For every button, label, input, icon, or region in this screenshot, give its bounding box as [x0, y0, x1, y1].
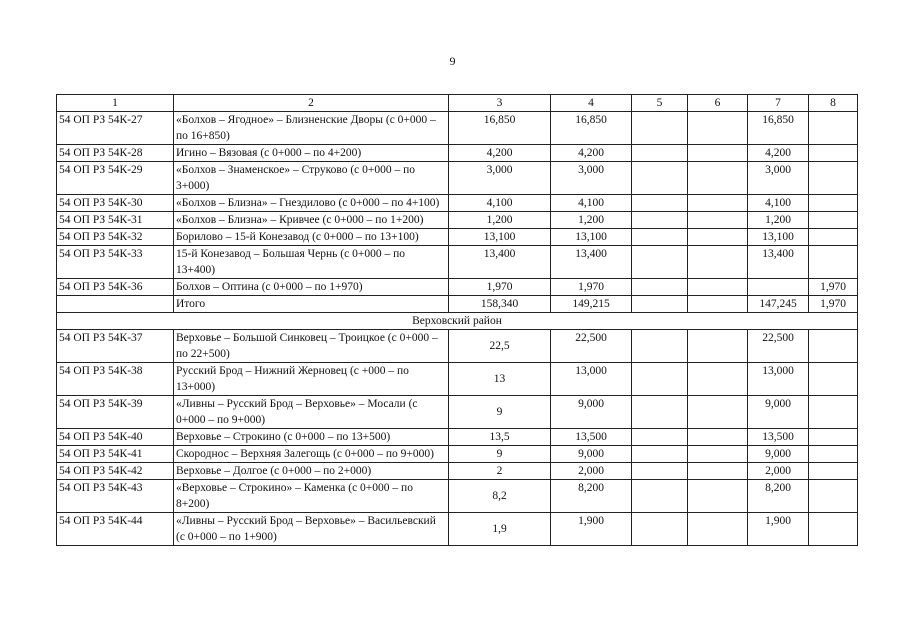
road-name: Борилово – 15-й Конезавод (с 0+000 – по 13+100)	[174, 229, 449, 246]
road-name: Русский Брод – Нижний Жерновец (с +000 – по 13+000)	[174, 363, 449, 396]
header-cell: 5	[632, 95, 688, 112]
road-name: «Болхов – Знаменское» – Струково (с 0+000 – по 3+000)	[174, 162, 449, 195]
col4-value: 2,000	[551, 463, 632, 480]
table-row	[57, 463, 858, 480]
road-name: Верховье – Строкино (с 0+000 – по 13+500)	[174, 429, 449, 446]
col6-value	[688, 480, 748, 513]
col5-value	[632, 145, 688, 162]
col4-value: 22,500	[551, 330, 632, 363]
col6-value	[688, 513, 748, 546]
col8-value: 1,970	[809, 296, 858, 313]
table-row	[57, 279, 858, 296]
road-code: 54 ОП РЗ 54К-33	[57, 246, 174, 279]
table-row	[57, 195, 858, 212]
header-cell: 3	[449, 95, 551, 112]
col4-value: 1,200	[551, 212, 632, 229]
col7-value: 9,000	[748, 446, 809, 463]
col5-value	[632, 513, 688, 546]
col5-value	[632, 363, 688, 396]
col6-value	[688, 429, 748, 446]
col4-value: 3,000	[551, 162, 632, 195]
road-name: Скороднос – Верхняя Залегощь (с 0+000 – по 9+000)	[174, 446, 449, 463]
col4-value: 9,000	[551, 446, 632, 463]
road-code: 54 ОП РЗ 54К-38	[57, 363, 174, 396]
table-row	[57, 363, 858, 396]
col5-value	[632, 229, 688, 246]
col3-value: 4,100	[449, 195, 551, 212]
col7-value: 9,000	[748, 396, 809, 429]
header-row	[57, 95, 858, 112]
col5-value	[632, 212, 688, 229]
col7-value: 3,000	[748, 162, 809, 195]
road-code: 54 ОП РЗ 54К-27	[57, 112, 174, 145]
table-row	[57, 446, 858, 463]
col5-value	[632, 296, 688, 313]
col7-value: 13,000	[748, 363, 809, 396]
col6-value	[688, 296, 748, 313]
road-name: Болхов – Оптина (с 0+000 – по 1+970)	[174, 279, 449, 296]
col3-value: 3,000	[449, 162, 551, 195]
table-row	[57, 145, 858, 162]
road-name: Игино – Вязовая (с 0+000 – по 4+200)	[174, 145, 449, 162]
col6-value	[688, 145, 748, 162]
total-row	[57, 296, 858, 313]
col5-value	[632, 480, 688, 513]
col3-value: 4,200	[449, 145, 551, 162]
col5-value	[632, 446, 688, 463]
page-number: 9	[449, 54, 456, 68]
col7-value: 147,245	[748, 296, 809, 313]
road-name: «Верховье – Строкино» – Каменка (с 0+000 – по 8+200)	[174, 480, 449, 513]
col6-value	[688, 212, 748, 229]
roads-table	[56, 94, 858, 546]
col4-value: 8,200	[551, 480, 632, 513]
table-row	[57, 112, 858, 145]
region-title: Верховский район	[57, 313, 858, 330]
col3-value: 9	[449, 396, 551, 429]
col4-value: 4,200	[551, 145, 632, 162]
col8-value	[809, 330, 858, 363]
col8-value	[809, 429, 858, 446]
table-row	[57, 246, 858, 279]
col3-value: 13	[449, 363, 551, 396]
col7-value: 13,500	[748, 429, 809, 446]
col6-value	[688, 246, 748, 279]
road-name: Верховье – Большой Синковец – Троицкое (с 0+000 – по 22+500)	[174, 330, 449, 363]
col5-value	[632, 396, 688, 429]
col6-value	[688, 330, 748, 363]
col7-value: 22,500	[748, 330, 809, 363]
col5-value	[632, 429, 688, 446]
road-code: 54 ОП РЗ 54К-36	[57, 279, 174, 296]
road-name: Верховье – Долгое (с 0+000 – по 2+000)	[174, 463, 449, 480]
col7-value: 2,000	[748, 463, 809, 480]
table-body	[57, 95, 858, 546]
col5-value	[632, 463, 688, 480]
col6-value	[688, 279, 748, 296]
table-row	[57, 396, 858, 429]
road-name: «Болхов – Близна» – Кривчее (с 0+000 – по 1+200)	[174, 212, 449, 229]
road-code: 54 ОП РЗ 54К-44	[57, 513, 174, 546]
col5-value	[632, 279, 688, 296]
col7-value: 13,100	[748, 229, 809, 246]
header-cell: 2	[174, 95, 449, 112]
col8-value	[809, 145, 858, 162]
col8-value	[809, 363, 858, 396]
road-name: Итого	[174, 296, 449, 313]
col5-value	[632, 112, 688, 145]
col6-value	[688, 229, 748, 246]
road-name: «Ливны – Русский Брод – Верховье» – Васильевский (с 0+000 – по 1+900)	[174, 513, 449, 546]
col7-value: 4,200	[748, 145, 809, 162]
col3-value: 1,970	[449, 279, 551, 296]
col7-value: 16,850	[748, 112, 809, 145]
road-name: «Болхов – Близна» – Гнездилово (с 0+000 – по 4+100)	[174, 195, 449, 212]
col7-value	[748, 279, 809, 296]
col4-value: 13,500	[551, 429, 632, 446]
col4-value: 16,850	[551, 112, 632, 145]
header-cell: 8	[809, 95, 858, 112]
road-code: 54 ОП РЗ 54К-43	[57, 480, 174, 513]
table-row	[57, 229, 858, 246]
col3-value: 1,200	[449, 212, 551, 229]
road-code: 54 ОП РЗ 54К-40	[57, 429, 174, 446]
col8-value	[809, 162, 858, 195]
col4-value: 13,000	[551, 363, 632, 396]
col8-value	[809, 463, 858, 480]
col3-value: 13,5	[449, 429, 551, 446]
col4-value: 13,100	[551, 229, 632, 246]
col8-value	[809, 513, 858, 546]
col3-value: 158,340	[449, 296, 551, 313]
col6-value	[688, 363, 748, 396]
table-row	[57, 330, 858, 363]
col6-value	[688, 195, 748, 212]
col7-value: 8,200	[748, 480, 809, 513]
col7-value: 4,100	[748, 195, 809, 212]
region-row	[57, 313, 858, 330]
col8-value	[809, 229, 858, 246]
road-code: 54 ОП РЗ 54К-39	[57, 396, 174, 429]
table-row	[57, 429, 858, 446]
road-name: «Ливны – Русский Брод – Верховье» – Мосали (с 0+000 – по 9+000)	[174, 396, 449, 429]
col8-value	[809, 195, 858, 212]
col4-value: 149,215	[551, 296, 632, 313]
col5-value	[632, 330, 688, 363]
col4-value: 1,900	[551, 513, 632, 546]
road-name: 15-й Конезавод – Большая Чернь (с 0+000 – по 13+400)	[174, 246, 449, 279]
col7-value: 1,200	[748, 212, 809, 229]
col4-value: 1,970	[551, 279, 632, 296]
road-code: 54 ОП РЗ 54К-41	[57, 446, 174, 463]
table-row	[57, 212, 858, 229]
header-cell: 1	[57, 95, 174, 112]
col5-value	[632, 246, 688, 279]
col4-value: 4,100	[551, 195, 632, 212]
road-code: 54 ОП РЗ 54К-31	[57, 212, 174, 229]
road-code: 54 ОП РЗ 54К-37	[57, 330, 174, 363]
col3-value: 16,850	[449, 112, 551, 145]
col8-value	[809, 246, 858, 279]
road-code: 54 ОП РЗ 54К-29	[57, 162, 174, 195]
col6-value	[688, 446, 748, 463]
col6-value	[688, 396, 748, 429]
col3-value: 2	[449, 463, 551, 480]
col3-value: 8,2	[449, 480, 551, 513]
road-code	[57, 296, 174, 313]
col8-value	[809, 480, 858, 513]
col3-value: 13,400	[449, 246, 551, 279]
col8-value	[809, 446, 858, 463]
table-row	[57, 480, 858, 513]
header-cell: 7	[748, 95, 809, 112]
table-row	[57, 162, 858, 195]
col8-value	[809, 212, 858, 229]
col3-value: 22,5	[449, 330, 551, 363]
col7-value: 13,400	[748, 246, 809, 279]
col3-value: 13,100	[449, 229, 551, 246]
col8-value	[809, 396, 858, 429]
col5-value	[632, 162, 688, 195]
col5-value	[632, 195, 688, 212]
road-code: 54 ОП РЗ 54К-32	[57, 229, 174, 246]
col6-value	[688, 112, 748, 145]
road-code: 54 ОП РЗ 54К-28	[57, 145, 174, 162]
col4-value: 9,000	[551, 396, 632, 429]
header-cell: 6	[688, 95, 748, 112]
col8-value: 1,970	[809, 279, 858, 296]
col7-value: 1,900	[748, 513, 809, 546]
col8-value	[809, 112, 858, 145]
table-row	[57, 513, 858, 546]
col3-value: 9	[449, 446, 551, 463]
road-code: 54 ОП РЗ 54К-42	[57, 463, 174, 480]
road-code: 54 ОП РЗ 54К-30	[57, 195, 174, 212]
road-name: «Болхов – Ягодное» – Близненские Дворы (с 0+000 – по 16+850)	[174, 112, 449, 145]
col6-value	[688, 162, 748, 195]
col4-value: 13,400	[551, 246, 632, 279]
col6-value	[688, 463, 748, 480]
header-cell: 4	[551, 95, 632, 112]
col3-value: 1,9	[449, 513, 551, 546]
